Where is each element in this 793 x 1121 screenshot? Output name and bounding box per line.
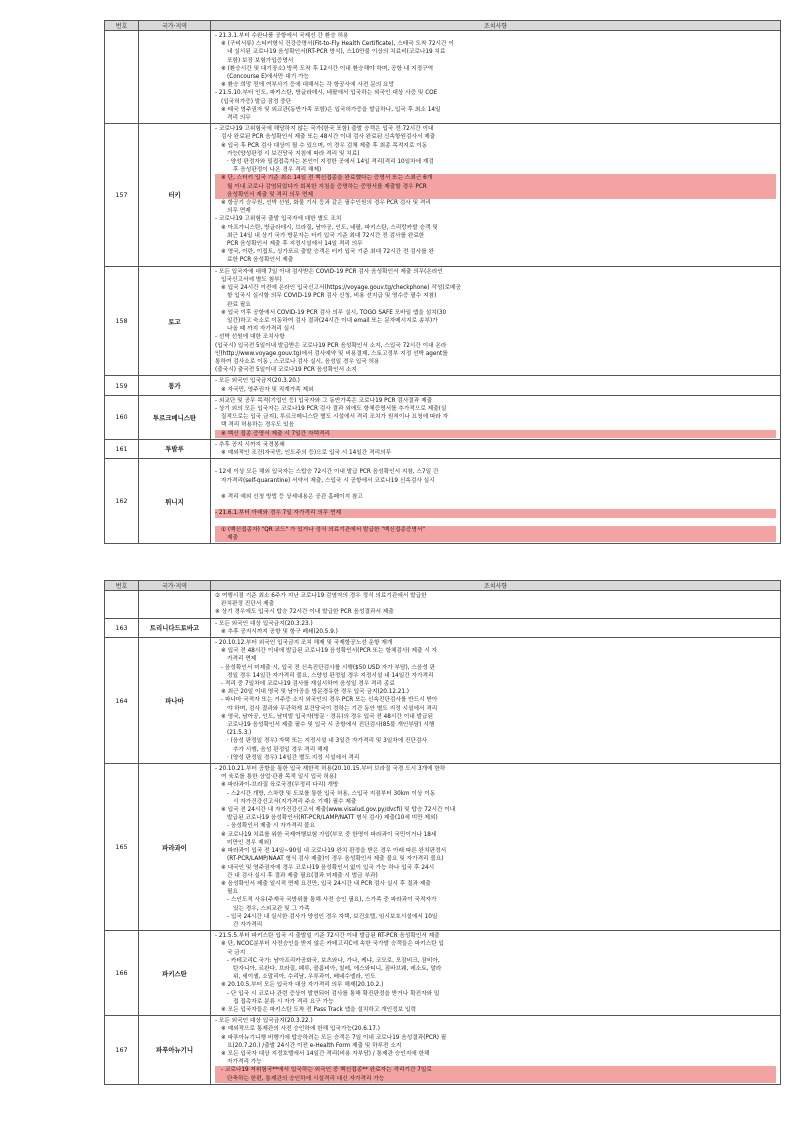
measure-line: 통하여 검사소로 이동 , 스코로나 검사 실시, 음성일 경우 입국 허용 [215,358,380,365]
table-row [105,638,781,764]
measure-line: 미만인 경우 제외) [227,839,272,846]
measure-line: - 선박 선원에 대한 조치사항 [215,334,285,341]
measure-line: 내 실시된 코로나19 음성확인서(RT-PCR 방식), 스10만불 이상의 치료비(코로나19 치료 [227,49,446,56]
row-country: 트리니다드토바고 [139,618,211,637]
table-row [105,459,781,544]
measure-line: (입국허가증) 발급 잠정 중단 [221,98,292,105]
measure-line: - 스인도적 사유(주재국 국방위를 통해 사전 승인 필요), 스가족 중 파라과이 국적자가 [227,897,437,904]
measure-line: 시 자가건강신고서(지가격리 주소 기재) 필수 제출 [233,798,357,805]
measure-line: ※ 자국민, 영주권자 및 직계가족 제외 [221,386,314,393]
row-number: 162 [105,459,139,544]
row-country: 파키스탄 [139,931,211,1016]
measure-line: 자가격리 가능 [227,1059,262,1066]
row-number: 164 [105,638,139,764]
measure-line: - 모든 외국인 대상 입국금지(20.3.22.) [215,1018,313,1025]
row-measures [211,618,781,637]
measure-line: ※ 단, NCOC분부터 사전승인을 받지 않은 카테고리C에 속한 국가발 승객들은 파키스탄 입 [221,941,444,948]
header-measures: 조치사항 [211,581,781,591]
measure-line: 요(20.7.20.) /출발 24시간 이전 e-Health Form 제출 및 하루전 소지 [227,1042,402,1049]
measures-table [104,580,781,1085]
measure-line: 정일 경우 14일간 자가격리 불요, 스양성 판정일 경우 지정시설 내 14일간 자가격리 [227,672,434,679]
measure-line: ※ 추후 공지시까지 공항 및 항구 폐쇄(20.5.9.) [221,628,338,635]
measure-line: (RT-PCR/LAMP/NAAT 형식 검사 제출)이 경우 음성확인서 제출 불요 및 자가격리 불요) [227,856,444,863]
measure-line: ※ 입국 이후 공항에서 COVID-19 PCR 검사 의무 실시, TOGO SAFE 모바일 앱을 설치(30 [221,309,447,316]
measure-line: - 코로나19 고위험국에 해당하지 않는 국가(한국 포함) 출발 승객은 입국 전 72시간 이내 [215,126,434,133]
row-country: 파푸아뉴기니 [139,1016,211,1085]
measure-line: (Concourse E)에서만 대기 가능 [227,74,309,81]
highlighted-measure-line: ※ 단, 스터키 입국 기준 최소 14일 전 백신접종을 완료했다는 증명서 또는 스최근 6개 [215,174,776,182]
measure-line: 후 음성판정이 나온 경우 격리 해제) [233,167,322,174]
highlighted-measure-line: - 21.6.1.부터 아래와 경우 7일 자가격리 의무 면제 [215,509,776,517]
table-row [105,618,781,637]
measure-line: 완료 필요 [227,301,251,308]
row-number: 163 [105,618,139,637]
measure-line: 완치판정 진단서 제출 [221,601,275,608]
measure-line: - 상기 외의 모든 입국자는 코로나19 PCR 검사 결과 외에도 항체증명서를 추가적으로 제출(실 [215,405,447,412]
measure-line: 코로나19 음성확인서 제출 필수 및 입국 시 공항에서 진단검사(85불 개인부담) 시행 [227,722,435,729]
measure-line: 료한 PCR 음성확인서 제출 [227,257,294,264]
measure-line: ※ 파푸아뉴기니행 비행기에 탑승하려는 모든 승객은 7일 이내 코로나19 음성결과(PCR) 필 [221,1034,447,1041]
measure-line: - 격리 중 7일차에 코로나19 검사를 재실시하여 음성일 경우 격리 종료 [221,681,395,688]
header-number: 번호 [105,21,139,31]
row-measures [211,764,781,931]
measure-line: - 모든 외국인 입국금지(20.3.20.) [215,378,300,385]
measure-line: 가격리 면제 [227,656,257,663]
measure-line: · (양성 판정일 경우) 14일간 별도 지정 시설에서 격리 [227,754,360,761]
measure-line: 간 내 검사 실시 후 결과 제출 필요(결과 미제출 시 벌금 부과) [227,872,378,879]
measure-line: 간 자가격리 [233,921,263,928]
row-number [105,31,139,124]
row-measures [211,31,781,124]
measure-line [215,485,776,493]
document-page-1 [104,20,780,544]
measure-line: ※ 아프가니스탄, 방글라데시, 브라질, 남아공, 인도, 네팔, 파키스탄, 스리랑카발 승객 및 [221,224,438,231]
measure-line: ※ 파라과이-브라질 육로국경(무정리 다리) 개방 [221,782,339,789]
row-country: 터키 [139,124,211,266]
header-country: 국가·지역 [139,21,211,31]
row-number: 157 [105,124,139,266]
measure-line: (21.5.3.) [227,730,252,737]
row-measures [211,931,781,1016]
table-row [105,395,781,439]
row-number: 161 [105,439,139,458]
row-number: 160 [105,395,139,439]
measure-line: - 21.5.10.부터 인도, 파키스탄, 방글라데시, 네팔에서 입국하는 외국인 대상 사증 및 COE [215,90,438,97]
measure-line: - 모든 입국자에 대해 7일 이내 검사받은 COVID-19 PCR 검사 음성확인서 제출 의무(온라인 [215,268,443,275]
measure-line: - 단 입국 시 코로나 관련 증상이 발현되어 검사를 통해 확진판정을 받거나 확진자와 밀 [227,990,440,997]
table-body [105,591,781,1085]
measure-line: 의무 면제 [227,208,251,215]
row-measures [211,591,781,619]
measure-line: ※ 예외적인 조건(자국민, 인도주의 등)으로 입국 시 14일간 격리의무 [221,449,392,456]
measure-line: (출국시) 출국전 5일이내 코로나19 PCR 음성확인서 소지 [215,367,357,374]
measure-line: - 코로나19 고위험국 출발 입국자에 대한 별도 조치 [215,216,342,223]
measure-line [215,518,776,526]
row-country: 파나마 [139,638,211,764]
measure-line: 필요 [227,889,238,896]
measure-line: ※ 입국 전 48시간 이내에 발급된 코로나19 음성확인서(PCR 또는 항체검사) 제출 시 자 [221,648,438,655]
row-number: 167 [105,1016,139,1085]
measure-line: ※ 입국 24시간 이전에 온라인 입국신고서(https://voyage.gouv.tg/checkphone) 작성(로메공 [221,285,462,292]
measure-line: ※ 내국인 및 영주권자에 경우 코로나19 음성확인서 없이 입국 가능 하나 입국 후 24시 [221,864,435,871]
measures-table [104,20,781,544]
highlighted-measure-line: 음성확인서 제출 및 격리 의무 면제 [215,191,776,199]
highlighted-measure-line: 제출 [215,534,776,542]
table-row [105,764,781,931]
measure-line: - 음성확인서 미제출 시, 입국 전 신속진단검사를 시행($50 USD 자가 부담), 스음성 판 [221,664,436,671]
row-number: 166 [105,931,139,1016]
measure-line: 야 하며, 검사 결과와 무관하게 보건당국이 정하는 기간 동안 별도 지정 시설에서 격리 [227,705,438,712]
row-country [139,591,211,619]
measure-line: ※ (환승시간 및 대기장소) 방콕 도착 후 12시간 이내 환승해야 하며, 공항 내 지정구역 [221,65,434,72]
measure-line: - 모든 외국인 대상 입국금지(20.3.23.) [215,620,313,627]
highlighted-measure-line: ※ 백신 접종 증명서 제출 시 7일간 자택격리 [215,430,776,438]
row-measures [211,376,781,395]
row-number: 159 [105,376,139,395]
row-number [105,591,139,619]
measure-line: - 20.10.12.부터 외국인 입국금지 조치 해제 및 국제항공노선 운항 재개 [215,640,393,647]
header-number: 번호 [105,581,139,591]
measure-line: ※ 최근 20일 이내 영국 및 남아공을 방문경유한 경우 입국 금지(20.12.21.) [221,689,410,696]
measure-line: 나올 때 까지 자가격리 실시 [227,326,295,333]
row-number: 165 [105,764,139,931]
measure-line: ※ 20.10.5.부터 모든 입국자 대상 자가격리 의무 해제(20.10.2.) [221,982,384,989]
measure-line: 위, 세이셸, 소말리아, 수리남, 우루과이, 베네수엘라, 인도 [233,974,376,981]
row-measures [211,439,781,458]
measure-line: 질적으로는 입국 금지), 투르크메니스탄 별도 시설에서 격리 조치가 원칙이나 요청에 따라 자 [221,414,449,421]
measure-line: ※ 음성확인서 제출 일시적 면제 요건만, 입국 24시간 내 PCR 검사 실시 후 결과 제출 [221,880,431,887]
measure-line: ※ 환승 희망 전에 여부사기 등에 대해서는 각 항공사에 사전 문의 요망 [221,82,394,89]
measure-line: ※ 입국 전 24시간 내 자가건강신고서 제출(www.visalud.gov.py/dvcfi) 및 탑승 72시간 이내 [221,807,456,814]
measure-line: ※ 상기 경우에도 입국시 탑승 72시간 이내 발급한 PCR 음성결과서 제출 [215,609,394,616]
table-header-row [105,581,781,591]
row-country: 토고 [139,266,211,376]
measure-line: ※ 입국 후 PCR 검사 대상이 될 수 있으며, 이 경우 검체 제출 후 최종 목적지로 이동 [221,142,428,149]
row-country: 파라과이 [139,764,211,931]
row-country: 투르크메니스탄 [139,395,211,439]
measure-line: 격리 의무 [227,115,251,122]
measure-line: ※ 예외적으로 통제관의 사전 승인하에 한해 입국가능(20.6.17.) [221,1026,380,1033]
row-country [139,31,211,124]
highlighted-measure-line: 단축하는 한편, 통제관의 승인하에 시설격리 대신 자가격리 가능 [215,1075,776,1083]
measure-line: ※ 모든 입국자 대상 지정호텔에서 14일간 격리(비용 자부담) / 통제관 승인지에 한해 [221,1050,430,1057]
measure-line: (입국시) 입국전 5일이내 발급받은 코로나19 PCR 음성확인서 소지, 스입국 72시간 이내 온라 [215,342,447,349]
table-row [105,931,781,1016]
measure-line: - 입국 24시간 내 실시한 검사가 양성인 경우 자택, 보건호텔, 임시보호시설에서 10일 [227,913,438,920]
measure-line: 입국신고서에 별도 첨부) [221,276,282,283]
row-measures [211,1016,781,1085]
table-body [105,31,781,544]
measure-line: ※ 영국, 남아공, 인도, 남미발 입국자(방문 · 경유)의 경우 입국 전 48시간 이내 발급된 [221,713,433,720]
row-country: 투발루 [139,439,211,458]
table-header-row [105,21,781,31]
measure-line: - 파나마 국적자 또는 거주증 소지 외국인의 경우 PCR 또는 신속진단검사를 반드시 받아 [221,697,438,704]
measure-line: - 21.5.5.부터 파키스탄 입국 시 출발일 기준 72시간 이내 발급된 RT-PCR 음성확인서 제출 [215,933,440,940]
measure-line: 일간)하고 숙소로 이동하여 검사 결과(24시간 이내 email 또는 문자메시지로 송부)가 [227,317,438,324]
table-row [105,591,781,619]
highlighted-measure-line: - 코로나19 저위험국**에서 입국하는 외국인 중 백신접종** 완료자는 격리기간 7일로 [215,1066,776,1074]
table-row [105,124,781,266]
measure-line: 검사 완료된 PCR 음성확인서 제출 또는 48시간 이내 검사 완료된 신속항원검사서 제출 [221,134,436,141]
measure-line: ※ 영국, 이란, 이집트, 싱가포르 출발 승객은 터키 입국 기준 최대 72시간 전 검사를 완 [221,249,435,256]
measure-line: 인(http://www.voyage.gouv.tg)에서 검사예약 및 비용결제, 스토고정부 지정 선박 agent를 [215,350,448,357]
row-measures [211,266,781,376]
measure-line: ※ 태국 영주권자 및 외교관(동반가족 포함)은 입국허가증을 발급하나, 입국 후 최소 14일 [221,106,441,113]
measure-line: 항 입국시 실시할 의무 COVID-19 PCR 검사 신청, 비용 선지급 및 영수증 필수 지참) [227,293,437,300]
measure-line: ※ 파라과이 입국 전 14일~90일 내 코로나19 완치 판정을 받은 경우 아래 따른 완치판정서 [221,848,447,855]
measure-line: 국 금지 [227,949,246,956]
measure-line: - 20.10.21.부터 공항을 통한 입국 재한적 허용(20.10.15.부터 브라질 국경 도시 3개에 한하 [215,766,446,773]
measure-line: - 음성확인서 제출 시 자가격리 불요 [227,823,316,830]
header-measures: 조치사항 [211,21,781,31]
row-country: 통가 [139,376,211,395]
measure-line: - 카테고리C 국가: 남아프리카공화국, 보츠와나, 가나, 케냐, 코모로, 모잠비크, 잠비아, [227,957,440,964]
row-measures [211,459,781,544]
measure-line: 자가격리(self-quarantine) 서약서 제출, 스입국 시 공항에서 코로나19 신속검사 실시 [221,477,435,484]
row-measures [211,638,781,764]
measure-line: - 추후 공지 시까지 국경봉쇄 [215,441,285,448]
measure-line: · (음성 판정일 경우) 자택 또는 지정시설 내 3일간 자가격리 및 3일차에 진단검사 [227,738,428,745]
measure-line [215,460,776,468]
measure-line: PCR 음성확인서 제출 후 지정시설에서 14일 격리 의무 [227,241,363,248]
measure-line: ※ 모든 입국자들은 파키스탄 도착 전 Pass Track 앱을 설치하고 개인정보 입력 [221,1006,416,1013]
measure-line: - 스2시간 개방, 스차량 및 도보를 통한 입국 허용, 스입국 지점부터 30km 이상 이동 [227,790,436,797]
table-row [105,439,781,458]
measure-line: 있는 경우, 스외교관 및 그 가족 [233,905,310,912]
measure-line: 포함) 보장 보험가입증명서 [227,57,294,64]
table-row [105,266,781,376]
measure-line: 여 육로를 통한 상업·관광 목적 일시 입국 허용) [221,774,337,781]
measure-line: ※ (구비서류) 스티커형식 건강증명서(Fit-to-Fly Health Certificate), 스태국 도착 72시간 이 [221,41,454,48]
measure-line: ※ 항공기 승무원, 선박 선원, 화물 기사 등과 같은 필수인원의 경우 PCR 검사 및 격리 [221,200,431,207]
measure-line: - 12세 이상 모든 해외 입국자는 스탑승 72시간 이내 발급 PCR 음성확인서 지참, 스7일 간 [215,469,439,476]
measure-line: ※ 코로나19 치료를 위한 국제여행보험 가입(부모 중 한명이 파라과이 국민이거나 18세 [221,831,437,838]
measure-line: 가능(양성판정 시 보건당국 지침에 따라 격리 및 치료) [227,150,360,157]
row-country: 튀니지 [139,459,211,544]
table-row [105,31,781,124]
measure-line: - 21.3.1.부터 수완나품 공항에서 국제선 간 환승 허용 [215,33,349,39]
measure-line: - 외교단 및 공무 목적(기업인 등) 입국자와 그 동반가족은 코로나19 PCR 검사결과 제출 [215,397,433,404]
header-country: 국가·지역 [139,581,211,591]
highlighted-measure-line: 월 이내 코로나 감염되었다가 회복한 지침을 증명하는 증명서를 제출할 경우 PCR [215,183,776,191]
measure-line: 추가 시행, 음성 판정일 경우 격리 해제 [233,746,329,753]
row-measures [211,124,781,266]
measure-line [215,501,776,509]
measure-line: 탄자니아, 르완다, 브라질, 페루, 콜롬비아, 칠레, 에스와티니, 짐바브웨, 레소토, 말라 [233,965,442,972]
table-row [105,376,781,395]
highlighted-measure-line: ① (백신접종자) "QR 코드" 가 있거나 정식 의료기관에서 발급한 "백신접종증명서" [215,526,776,534]
measure-line: 접 접촉자로 분류 시 자가 격리 요구 가능 [233,998,334,1005]
measure-line: · 양성 판정자와 밀접접촉자는 본인이 지정한 곳에서 14일 격리(격리 10일차에 재검 [227,159,434,166]
document-page-2 [104,580,780,1085]
row-measures [211,395,781,439]
measure-line: 발급된 코로나19 음성확인서(RT-PCR/LAMP/NATT 형식 검사) 제출(10세 미만 제외) [227,815,438,822]
row-number: 158 [105,266,139,376]
measure-line: ② 여행시점 기준 최소 6주가 지난 코로나19 감염자의 경우 정식 의료기관에서 발급한 [215,593,427,599]
measure-line: ※ 격리 예외 신청 방법 등 상세내용은 공관 홈페이지 참고 [221,493,363,500]
table-row [105,1016,781,1085]
measure-line: 최근 14일 내 상기 국가 방문자는 터키 입국 기준 최대 72시간 전 검사를 완료한 [227,232,425,239]
measure-line: 택 격리 허용하는 경우도 있음 [221,422,295,429]
